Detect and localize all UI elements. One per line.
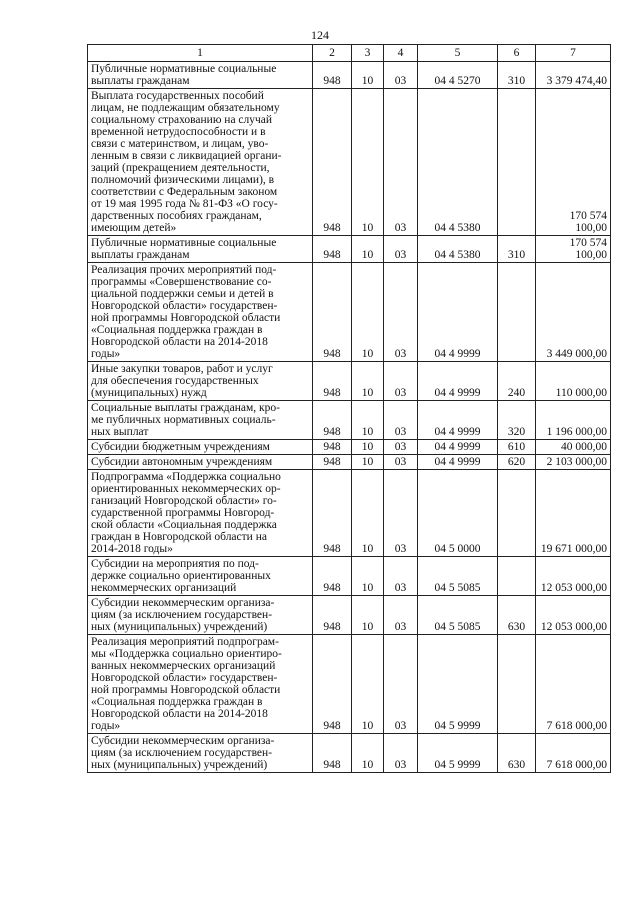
section-code: 10 (352, 263, 384, 362)
section-code: 10 (352, 401, 384, 440)
amount: 7 618 000,00 (536, 635, 611, 734)
item-name: Подпрограмма «Поддержка социально ориентированных некоммерческих ор- ганизаций Новгородской области» го- сударственной программы Новгород- ской области «Социальная поддержка граждан в Новгородской области на 2014-2018 годы» (88, 470, 313, 557)
subsection-code: 03 (384, 362, 418, 401)
table-row (88, 470, 611, 557)
ministry-code: 948 (313, 362, 352, 401)
expense-type-code: 630 (498, 734, 536, 773)
amount: 170 574 100,00 (536, 236, 611, 263)
target-article-code: 04 4 5380 (418, 89, 498, 236)
section-code: 10 (352, 734, 384, 773)
target-article-code: 04 5 5085 (418, 596, 498, 635)
section-code: 10 (352, 455, 384, 470)
section-code: 10 (352, 557, 384, 596)
subsection-code: 03 (384, 401, 418, 440)
item-name: Публичные нормативные социальные выплаты гражданам (88, 62, 313, 89)
item-name: Субсидии на мероприятия по под- держке социально ориентированных некоммерческих организаций (88, 557, 313, 596)
header-cell: 3 (352, 45, 384, 62)
amount: 1 196 000,00 (536, 401, 611, 440)
target-article-code: 04 4 9999 (418, 263, 498, 362)
section-code: 10 (352, 440, 384, 455)
expense-type-code: 620 (498, 455, 536, 470)
expense-type-code (498, 89, 536, 236)
target-article-code: 04 5 9999 (418, 734, 498, 773)
target-article-code: 04 5 9999 (418, 635, 498, 734)
ministry-code: 948 (313, 596, 352, 635)
expense-type-code: 240 (498, 362, 536, 401)
table-row (88, 734, 611, 773)
item-name: Реализация прочих мероприятий под- программы «Совершенствование со- циальной поддержки семьи и детей в Новгородской области» государствен- ной программы Новгородской области «Социальная поддержка граждан в Новгородской области на 2014-2018 годы» (88, 263, 313, 362)
table-row (88, 362, 611, 401)
table-row (88, 89, 611, 236)
item-name: Субсидии автономным учреждениям (88, 455, 313, 470)
ministry-code: 948 (313, 440, 352, 455)
expense-type-code: 610 (498, 440, 536, 455)
amount: 40 000,00 (536, 440, 611, 455)
subsection-code: 03 (384, 89, 418, 236)
header-cell: 7 (536, 45, 611, 62)
subsection-code: 03 (384, 635, 418, 734)
subsection-code: 03 (384, 263, 418, 362)
item-name: Публичные нормативные социальные выплаты гражданам (88, 236, 313, 263)
section-code: 10 (352, 470, 384, 557)
expense-type-code (498, 263, 536, 362)
header-cell: 6 (498, 45, 536, 62)
table-row (88, 401, 611, 440)
amount: 12 053 000,00 (536, 596, 611, 635)
header-row (88, 45, 611, 62)
expense-type-code (498, 470, 536, 557)
ministry-code: 948 (313, 470, 352, 557)
item-name: Субсидии некоммерческим организа- циям (за исключением государствен- ных (муниципальных) учреждений) (88, 734, 313, 773)
ministry-code: 948 (313, 455, 352, 470)
subsection-code: 03 (384, 236, 418, 263)
ministry-code: 948 (313, 236, 352, 263)
subsection-code: 03 (384, 455, 418, 470)
item-name: Реализация мероприятий подпрограм- мы «Поддержка социально ориентиро- ванных некоммерческих организаций Новгородской области» государствен- ной программы Новгородской области «Социальная поддержка граждан в Новгородской области на 2014-2018 годы» (88, 635, 313, 734)
table-row (88, 635, 611, 734)
header-cell: 2 (313, 45, 352, 62)
amount: 12 053 000,00 (536, 557, 611, 596)
target-article-code: 04 4 9999 (418, 440, 498, 455)
expense-type-code (498, 557, 536, 596)
header-cell: 5 (418, 45, 498, 62)
target-article-code: 04 5 5085 (418, 557, 498, 596)
amount: 3 449 000,00 (536, 263, 611, 362)
target-article-code: 04 4 9999 (418, 362, 498, 401)
target-article-code: 04 4 9999 (418, 455, 498, 470)
table-row (88, 455, 611, 470)
header-cell: 1 (88, 45, 313, 62)
ministry-code: 948 (313, 635, 352, 734)
subsection-code: 03 (384, 440, 418, 455)
table-row (88, 236, 611, 263)
item-name: Иные закупки товаров, работ и услуг для обеспечения государственных (муниципальных) нужд (88, 362, 313, 401)
item-name: Выплата государственных пособий лицам, не подлежащим обязательному социальному страхованию на случай временной нетрудоспособности и в связи с материнством, и лицам, уво- ленным в связи с ликвидацией органи- заций (прекращением деятельности, полномочий физическими лицами), в соответствии с Федеральным законом от 19 мая 1995 года № 81-ФЗ «О госу- дарственных пособиях гражданам, имеющим детей» (88, 89, 313, 236)
table-row (88, 596, 611, 635)
expense-type-code: 310 (498, 62, 536, 89)
ministry-code: 948 (313, 557, 352, 596)
ministry-code: 948 (313, 89, 352, 236)
target-article-code: 04 4 9999 (418, 401, 498, 440)
section-code: 10 (352, 362, 384, 401)
expense-type-code (498, 635, 536, 734)
target-article-code: 04 5 0000 (418, 470, 498, 557)
table-row (88, 557, 611, 596)
subsection-code: 03 (384, 734, 418, 773)
budget-table (87, 44, 611, 773)
item-name: Социальные выплаты гражданам, кро- ме публичных нормативных социаль- ных выплат (88, 401, 313, 440)
expense-type-code: 320 (498, 401, 536, 440)
ministry-code: 948 (313, 62, 352, 89)
section-code: 10 (352, 89, 384, 236)
amount: 19 671 000,00 (536, 470, 611, 557)
section-code: 10 (352, 635, 384, 734)
amount: 3 379 474,40 (536, 62, 611, 89)
table-row (88, 62, 611, 89)
target-article-code: 04 4 5380 (418, 236, 498, 263)
target-article-code: 04 4 5270 (418, 62, 498, 89)
item-name: Субсидии некоммерческим организа- циям (за исключением государствен- ных (муниципальных) учреждений) (88, 596, 313, 635)
subsection-code: 03 (384, 470, 418, 557)
ministry-code: 948 (313, 734, 352, 773)
table-row (88, 263, 611, 362)
section-code: 10 (352, 596, 384, 635)
subsection-code: 03 (384, 62, 418, 89)
section-code: 10 (352, 62, 384, 89)
ministry-code: 948 (313, 263, 352, 362)
section-code: 10 (352, 236, 384, 263)
item-name: Субсидии бюджетным учреждениям (88, 440, 313, 455)
amount: 2 103 000,00 (536, 455, 611, 470)
subsection-code: 03 (384, 596, 418, 635)
expense-type-code: 630 (498, 596, 536, 635)
amount: 170 574 100,00 (536, 89, 611, 236)
amount: 7 618 000,00 (536, 734, 611, 773)
page-number: 124 (311, 28, 329, 42)
ministry-code: 948 (313, 401, 352, 440)
expense-type-code: 310 (498, 236, 536, 263)
amount: 110 000,00 (536, 362, 611, 401)
subsection-code: 03 (384, 557, 418, 596)
header-cell: 4 (384, 45, 418, 62)
table-row (88, 440, 611, 455)
